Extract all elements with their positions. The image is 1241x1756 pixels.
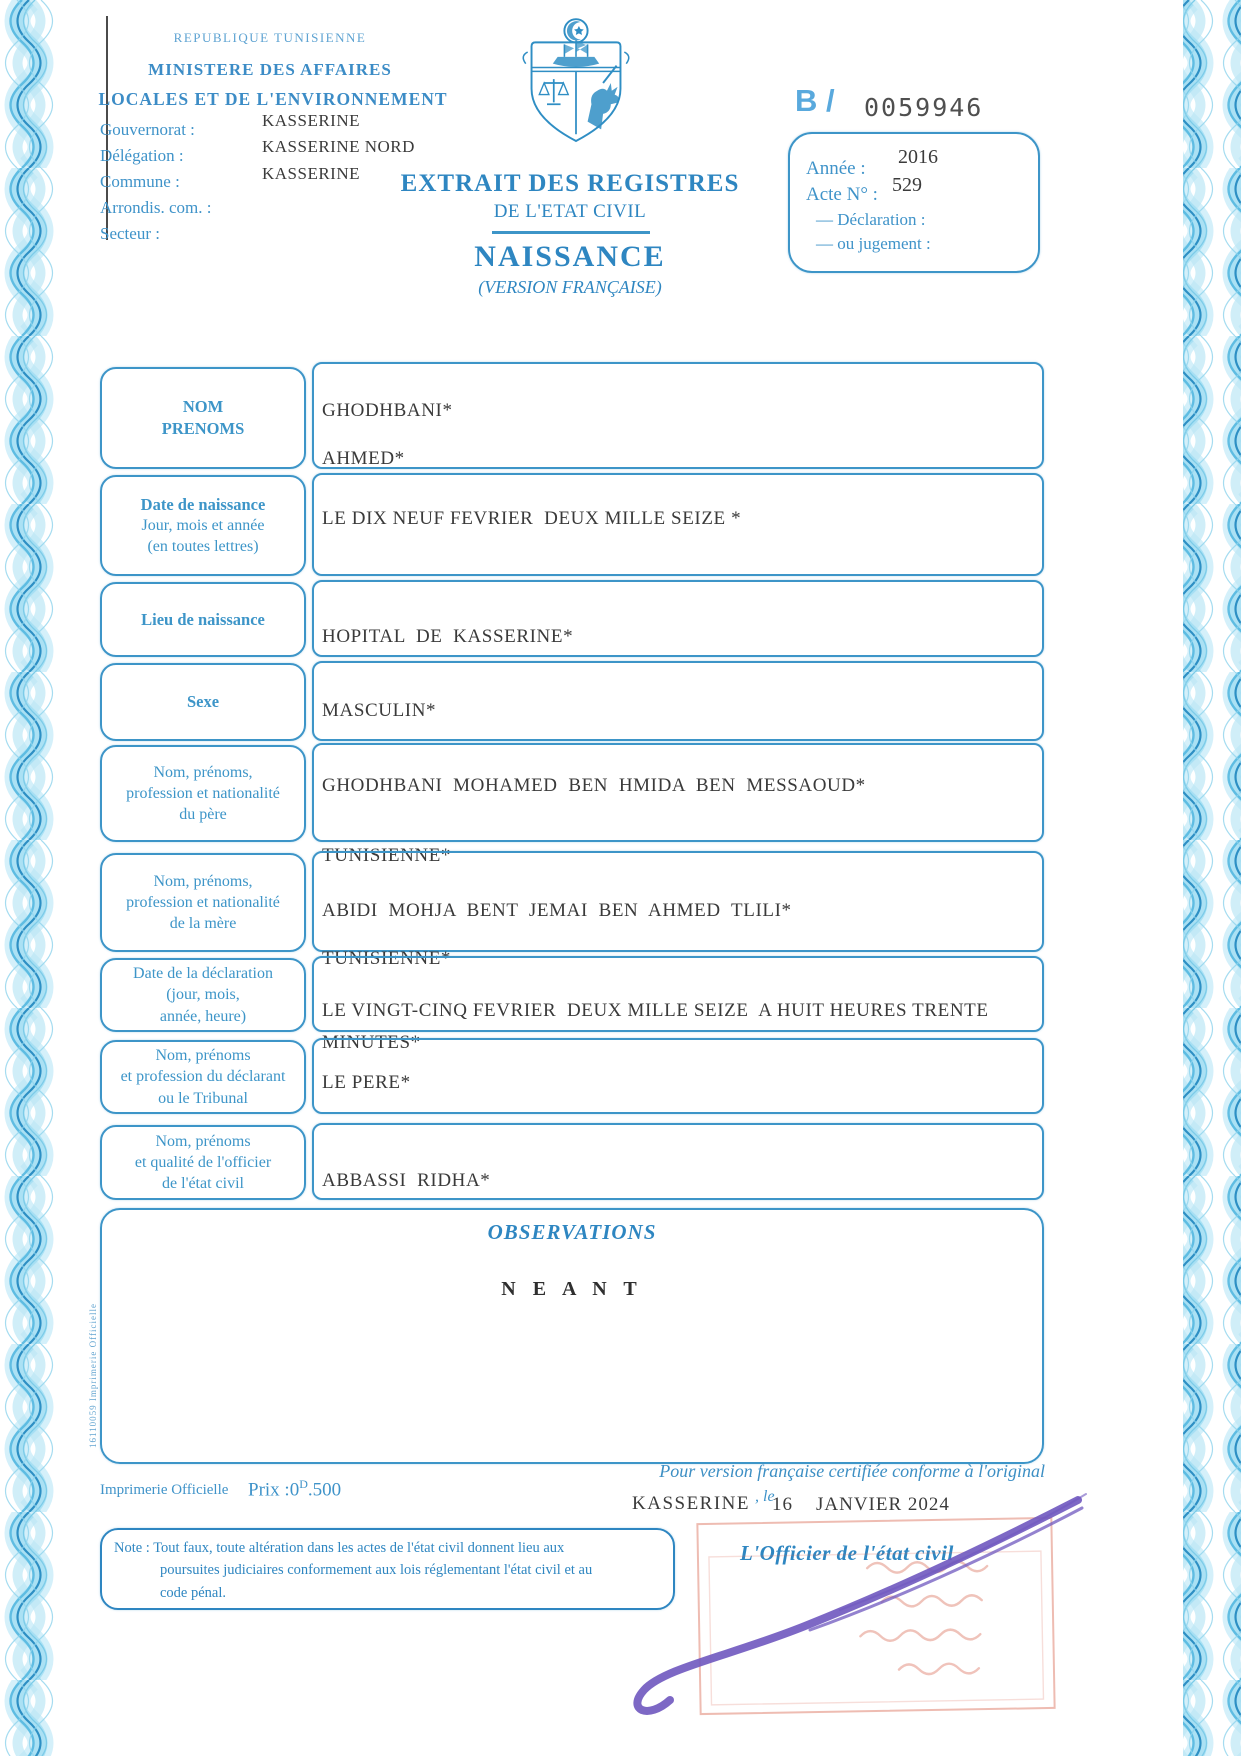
gouvernorat-label: Gouvernorat : [100, 120, 195, 139]
field-label-date-naissance: Date de naissance Jour, mois et année (en toutes lettres) [100, 475, 306, 576]
field-label-declarant: Nom, prénoms et profession du déclarant ou le Tribunal [100, 1040, 306, 1114]
document-title: EXTRAIT DES REGISTRES [400, 170, 740, 197]
officer-signature-title: L'Officier de l'état civil [740, 1541, 954, 1565]
value-date-naissance: LE DIX NEUF FEVRIER DEUX MILLE SEIZE * [322, 508, 742, 529]
jugement-label: — ou jugement : [816, 234, 931, 253]
field-label-officier: Nom, prénoms et qualité de l'officier de l'état civil [100, 1125, 306, 1200]
field-label-nom-prenoms: NOM PRENOMS [100, 367, 306, 469]
field-label-lieu-naissance: Lieu de naissance [100, 582, 306, 657]
legal-note-box [100, 1528, 675, 1610]
title-underline [492, 231, 650, 234]
acte-num-label: Acte N° : [806, 184, 878, 205]
printer-reference-vertical: 16110059 Imprimerie Officielle [88, 1303, 98, 1448]
red-stamp [696, 1517, 1055, 1715]
observations-title: OBSERVATIONS [487, 1220, 657, 1244]
republic-title: REPUBLIQUE TUNISIENNE [173, 30, 367, 45]
document-version: (VERSION FRANÇAISE) [478, 277, 662, 297]
value-date-declaration-suite: MINUTES* [322, 1032, 421, 1053]
prix-label: Prix $:0^D.500$ [248, 1477, 342, 1501]
arrondissement-label: Arrondis. com. : [100, 198, 212, 217]
note-line: code pénal. [160, 1584, 227, 1601]
le-date-label: , le [755, 1488, 775, 1505]
annee-value: 2016 [898, 146, 938, 168]
declaration-label: — Déclaration : [816, 210, 926, 229]
value-lieu-naissance: HOPITAL DE KASSERINE* [322, 626, 574, 647]
value-mere: ABIDI MOHJA BENT JEMAI BEN AHMED TLILI* [322, 900, 792, 921]
serial-number: 0059946 [864, 93, 984, 122]
serial-prefix: B / [795, 83, 835, 118]
observations-box [100, 1208, 1044, 1464]
value-mere-nationalite: TUNISIENNE* [322, 948, 452, 969]
field-label-pere: Nom, prénoms, profession et nationalité du père [100, 745, 306, 842]
act-reference-box [788, 132, 1040, 273]
field-value-box-declarant [312, 1038, 1044, 1114]
annee-label: Année : [806, 158, 866, 179]
value-sexe: MASCULIN* [322, 700, 437, 721]
value-pere: GHODHBANI MOHAMED BEN HMIDA BEN MESSAOUD* [322, 775, 866, 796]
field-label-date-declaration: Date de la déclaration (jour, mois, année, heure) [100, 958, 306, 1032]
value-declarant: LE PERE* [322, 1072, 411, 1093]
delegation-value: KASSERINE NORD [262, 137, 415, 156]
document-type: NAISSANCE [474, 240, 666, 273]
note-line: Note : Tout faux, toute altération dans les actes de l'état civil donnent lieu aux [114, 1540, 565, 1556]
commune-value: KASSERINE [262, 164, 361, 183]
note-line: poursuites judiciaires conformement aux lois réglementant l'état civil et au [160, 1562, 593, 1579]
imprimerie-label: Imprimerie Officielle [100, 1482, 229, 1498]
ministry-line1: MINISTERE DES AFFAIRES [148, 60, 392, 79]
value-pere-nationalite: TUNISIENNE* [322, 845, 452, 866]
certification-date: 16 JANVIER 2024 [772, 1494, 950, 1515]
value-officier: ABBASSI RIDHA* [322, 1170, 491, 1191]
document-subtitle: DE L'ETAT CIVIL [493, 201, 647, 222]
delegation-label: Délégation : [100, 146, 184, 165]
observations-content: N E A N T [501, 1278, 643, 1300]
value-date-declaration: LE VINGT-CINQ FEVRIER DEUX MILLE SEIZE A HUIT HEURES TRENTE [322, 1000, 989, 1021]
value-prenom: AHMED* [322, 448, 405, 469]
commune-label: Commune : [100, 172, 180, 191]
field-label-sexe: Sexe [100, 663, 306, 741]
ministry-line2: LOCALES ET DE L'ENVIRONNEMENT [98, 89, 448, 109]
place-name: KASSERINE [632, 1493, 751, 1514]
certification-statement: Pour version française certifiée conforme à l'original [659, 1461, 1045, 1481]
value-nom: GHODHBANI* [322, 400, 453, 421]
field-label-mere: Nom, prénoms, profession et nationalité de la mère [100, 853, 306, 952]
tunisia-coat-of-arms [518, 12, 634, 154]
acte-num-value: 529 [892, 174, 922, 196]
gouvernorat-value: KASSERINE [262, 111, 361, 130]
secteur-label: Secteur : [100, 224, 160, 243]
